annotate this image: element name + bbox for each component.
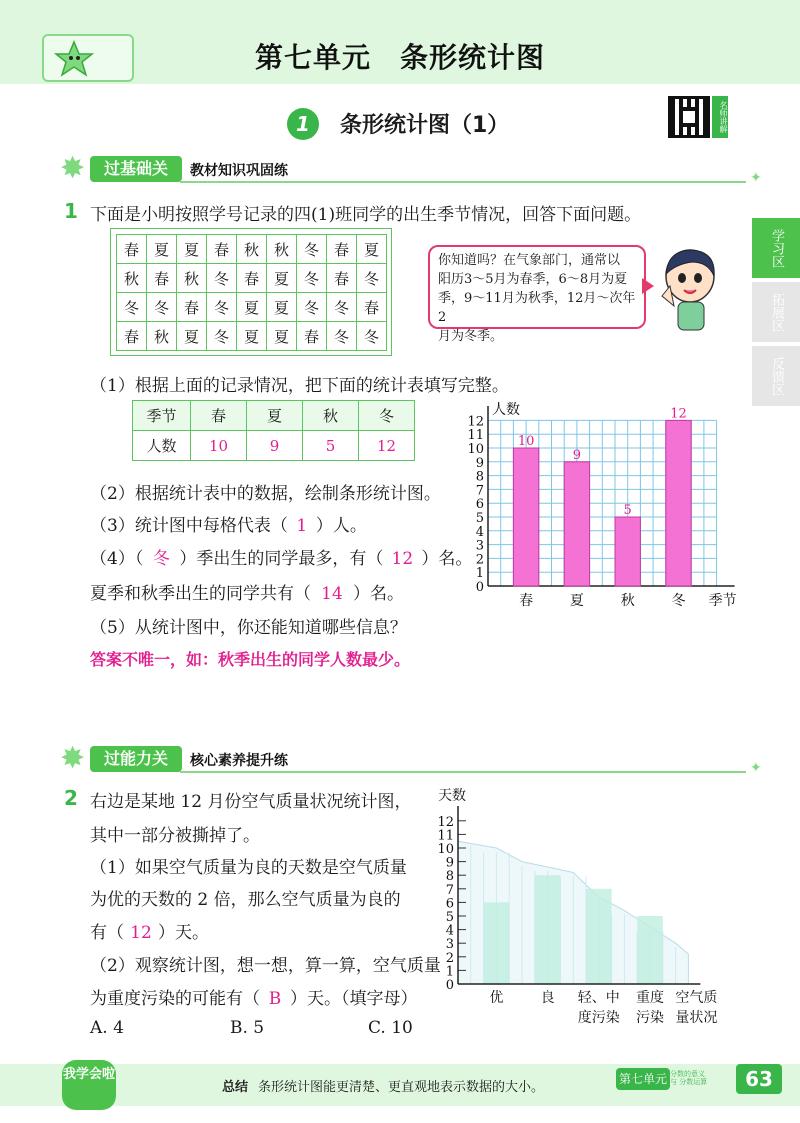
y-tick-label: 4 — [445, 923, 454, 939]
boy-cartoon-icon — [652, 246, 722, 332]
record-row — [117, 264, 387, 293]
stats-value-input[interactable]: 5 — [303, 431, 359, 461]
lesson-number: 1 — [287, 108, 319, 140]
record-cell: 秋 — [117, 264, 147, 293]
q2-line: （2）观察统计图，想一想，算一算，空气质量 — [90, 956, 441, 976]
y-tick-label: 5 — [445, 910, 454, 925]
record-cell: 夏 — [237, 293, 267, 322]
summary-label: 总结 — [222, 1080, 249, 1095]
record-cell: 春 — [147, 264, 177, 293]
star-icon: ✦ — [750, 760, 762, 776]
star-icon: ✸ — [60, 151, 86, 186]
record-cell: 冬 — [297, 293, 327, 322]
y-tick-label: 0 — [475, 580, 484, 595]
record-cell: 冬 — [207, 293, 237, 322]
footer — [0, 1052, 800, 1123]
stats-value-input[interactable]: 10 — [191, 431, 247, 461]
star-icon: ✦ — [750, 170, 762, 186]
answer-blank[interactable]: 14 — [321, 584, 343, 604]
record-cell: 春 — [177, 293, 207, 322]
y-tick-label: 1 — [475, 566, 484, 582]
stats-header: 夏 — [247, 401, 303, 431]
stats-value-input[interactable]: 12 — [359, 431, 415, 461]
question-number: 2 — [64, 786, 78, 810]
bar-value-label: 10 — [517, 434, 535, 449]
x-tick-label: 轻、中 — [577, 990, 620, 1006]
y-tick-label: 0 — [445, 978, 454, 993]
x-axis-label: 季节 — [708, 593, 737, 608]
answer-blank[interactable]: 1 — [296, 516, 308, 536]
info-bubble — [428, 245, 646, 344]
record-cell: 春 — [357, 293, 387, 322]
answer-blank[interactable]: 12 — [391, 549, 414, 569]
record-cell: 夏 — [147, 235, 177, 264]
y-tick-label: 2 — [475, 552, 484, 568]
record-cell: 秋 — [237, 235, 267, 264]
bar — [513, 448, 538, 586]
record-cell: 冬 — [207, 322, 237, 351]
bar-fragment — [484, 902, 510, 984]
bar-fragment — [535, 875, 561, 984]
y-tick-label: 7 — [445, 882, 454, 898]
side-tab-study[interactable]: 学习区 — [752, 218, 800, 278]
section2-banner — [60, 741, 762, 776]
bar-value-label: 9 — [572, 447, 582, 463]
record-cell: 春 — [327, 235, 357, 264]
y-tick-label: 6 — [445, 896, 454, 912]
q1-part3: （3）统计图中每格代表（ 1 ）人。 — [90, 516, 367, 536]
bar-fragment — [637, 916, 663, 984]
record-cell: 夏 — [177, 235, 207, 264]
record-cell: 春 — [327, 264, 357, 293]
option-c[interactable]: C. 10 — [368, 1018, 413, 1038]
x-tick-label: 夏 — [569, 593, 584, 608]
record-cell: 冬 — [357, 264, 387, 293]
y-tick-label: 2 — [445, 950, 454, 966]
q1-part2: （2）根据统计表中的数据，绘制条形统计图。 — [90, 484, 441, 504]
y-tick-label: 5 — [475, 511, 484, 526]
y-tick-label: 1 — [445, 964, 454, 980]
q1-part1: （1）根据上面的记录情况，把下面的统计表填写完整。 — [90, 376, 509, 396]
bar-value-label: 5 — [623, 503, 632, 518]
bar-value-label: 12 — [670, 406, 687, 422]
x-axis-label: 量状况 — [675, 1010, 718, 1026]
y-tick-label: 4 — [475, 524, 484, 540]
record-cell: 冬 — [357, 322, 387, 351]
section2-subtitle: 核心素养提升练 — [190, 753, 288, 769]
lesson-title: 条形统计图（1） — [340, 113, 510, 138]
q1-part4b: 夏季和秋季出生的同学共有（ 14 ）名。 — [90, 584, 404, 604]
stats-header: 秋 — [303, 401, 359, 431]
record-cell: 夏 — [267, 322, 297, 351]
y-tick-label: 11 — [437, 828, 454, 844]
star-icon: ✸ — [60, 741, 86, 776]
bubble-line: 季，9～11月为秋季，12月～次年2 — [438, 291, 636, 325]
stats-header: 冬 — [359, 401, 415, 431]
q2-line: （1）如果空气质量为良的天数是空气质量 — [90, 858, 407, 878]
y-tick-label: 3 — [445, 937, 454, 953]
q2-line: 有（ 12 ）天。 — [90, 923, 209, 943]
option-a[interactable]: A. 4 — [90, 1018, 124, 1038]
record-row — [117, 235, 387, 264]
x-tick-label: 重度 — [636, 990, 664, 1006]
stats-table — [132, 400, 415, 461]
y-tick-label: 3 — [475, 538, 484, 554]
x-tick-label: 良 — [540, 990, 555, 1006]
bubble-line: 你知道吗？在气象部门，通常以 — [438, 253, 621, 268]
page-number: 63 — [736, 1064, 782, 1094]
stats-row-label: 人数 — [133, 431, 191, 461]
section1-badge: 过基础关 — [90, 156, 182, 182]
x-axis-label: 空气质 — [675, 990, 718, 1006]
y-axis-label: 人数 — [492, 402, 520, 418]
record-cell: 秋 — [267, 235, 297, 264]
chart-season-births — [460, 398, 740, 608]
x-tick-label: 优 — [489, 990, 504, 1006]
y-tick-label: 12 — [437, 814, 454, 830]
y-tick-label: 9 — [475, 455, 484, 471]
side-tab-feedback[interactable]: 反馈区 — [752, 346, 800, 406]
record-cell: 夏 — [237, 322, 267, 351]
footer-unit-sub: 分数的意义 与 分数运算 — [670, 1070, 708, 1086]
q2-line: 其中一部分被撕掉了。 — [90, 826, 260, 846]
stats-value-input[interactable]: 9 — [247, 431, 303, 461]
option-b[interactable]: B. 5 — [230, 1018, 265, 1038]
section1-subtitle: 教材知识巩固练 — [190, 163, 288, 179]
record-cell: 夏 — [267, 293, 297, 322]
answer-blank[interactable]: 12 — [130, 923, 152, 943]
section2-badge: 过能力关 — [90, 746, 182, 772]
qr-tag: 名师讲解 — [712, 96, 728, 138]
chart-air-quality — [430, 784, 740, 1032]
q1-part5-answer[interactable]: 答案不唯一，如：秋季出生的同学人数最少。 — [90, 650, 411, 669]
stats-header: 春 — [191, 401, 247, 431]
y-tick-label: 11 — [467, 428, 484, 444]
record-cell: 冬 — [327, 293, 357, 322]
x-tick-label: 秋 — [620, 593, 635, 608]
record-cell: 春 — [117, 235, 147, 264]
bubble-line: 月为冬季。 — [438, 329, 504, 344]
record-cell: 春 — [117, 322, 147, 351]
record-cell: 冬 — [207, 264, 237, 293]
q1-stem: 下面是小明按照学号记录的四(1)班同学的出生季节情况，回答下面问题。 — [90, 205, 642, 225]
y-tick-label: 8 — [475, 469, 484, 485]
q2-line: 为重度污染的可能有（ B ）天。（填字母） — [90, 989, 418, 1009]
q1-part4: （4）（ 冬 ）季出生的同学最多，有（ 12 ）名。 — [90, 544, 472, 569]
record-cell: 夏 — [267, 264, 297, 293]
answer-blank[interactable]: B — [268, 989, 282, 1009]
x-tick-label: 污染 — [636, 1010, 664, 1026]
qr-code-icon[interactable] — [668, 96, 710, 138]
record-cell: 秋 — [177, 264, 207, 293]
q2-line: 为优的天数的 2 倍，那么空气质量为良的 — [90, 890, 401, 910]
record-cell: 秋 — [147, 322, 177, 351]
record-cell: 冬 — [297, 235, 327, 264]
x-tick-label: 度污染 — [577, 1010, 620, 1026]
bubble-line: 阳历3～5月为春季，6～8月为夏 — [438, 272, 628, 287]
unit-title: 第七单元 条形统计图 — [254, 41, 545, 74]
record-cell: 冬 — [147, 293, 177, 322]
record-cell: 冬 — [117, 293, 147, 322]
x-tick-label: 春 — [519, 593, 534, 608]
x-tick-label: 冬 — [671, 593, 686, 608]
record-cell: 冬 — [297, 264, 327, 293]
y-tick-label: 8 — [445, 869, 454, 885]
side-tab-extend[interactable]: 拓展区 — [752, 282, 800, 342]
y-tick-label: 10 — [437, 842, 454, 857]
bar — [564, 462, 589, 586]
bar — [615, 517, 640, 586]
record-cell: 春 — [207, 235, 237, 264]
y-tick-label: 9 — [445, 855, 454, 871]
answer-blank[interactable]: 冬 — [152, 549, 170, 569]
section1-banner — [60, 151, 762, 186]
q1-part5: （5）从统计图中，你还能知道哪些信息？ — [90, 618, 407, 638]
me-badge: 我学会啦 — [62, 1060, 116, 1110]
y-tick-label: 12 — [467, 414, 484, 430]
record-cell: 春 — [237, 264, 267, 293]
q2-line: 右边是某地 12 月份空气质量状况统计图， — [90, 792, 412, 812]
y-tick-label: 10 — [467, 442, 484, 457]
record-cell: 夏 — [177, 322, 207, 351]
bar-fragment — [586, 889, 612, 984]
summary-text: 条形统计图能更清楚、更直观地表示数据的大小。 — [258, 1080, 545, 1095]
question-number: 1 — [64, 199, 78, 223]
y-tick-label: 7 — [475, 483, 484, 499]
record-table — [116, 234, 387, 351]
stats-header-season: 季节 — [133, 401, 191, 431]
y-tick-label: 6 — [475, 497, 484, 513]
record-cell: 冬 — [327, 322, 357, 351]
footer-unit: 第七单元 — [616, 1068, 670, 1090]
bar — [666, 420, 691, 586]
record-cell: 夏 — [357, 235, 387, 264]
y-axis-label: 天数 — [438, 788, 466, 804]
record-row — [117, 293, 387, 322]
record-cell: 春 — [297, 322, 327, 351]
record-row — [117, 322, 387, 351]
